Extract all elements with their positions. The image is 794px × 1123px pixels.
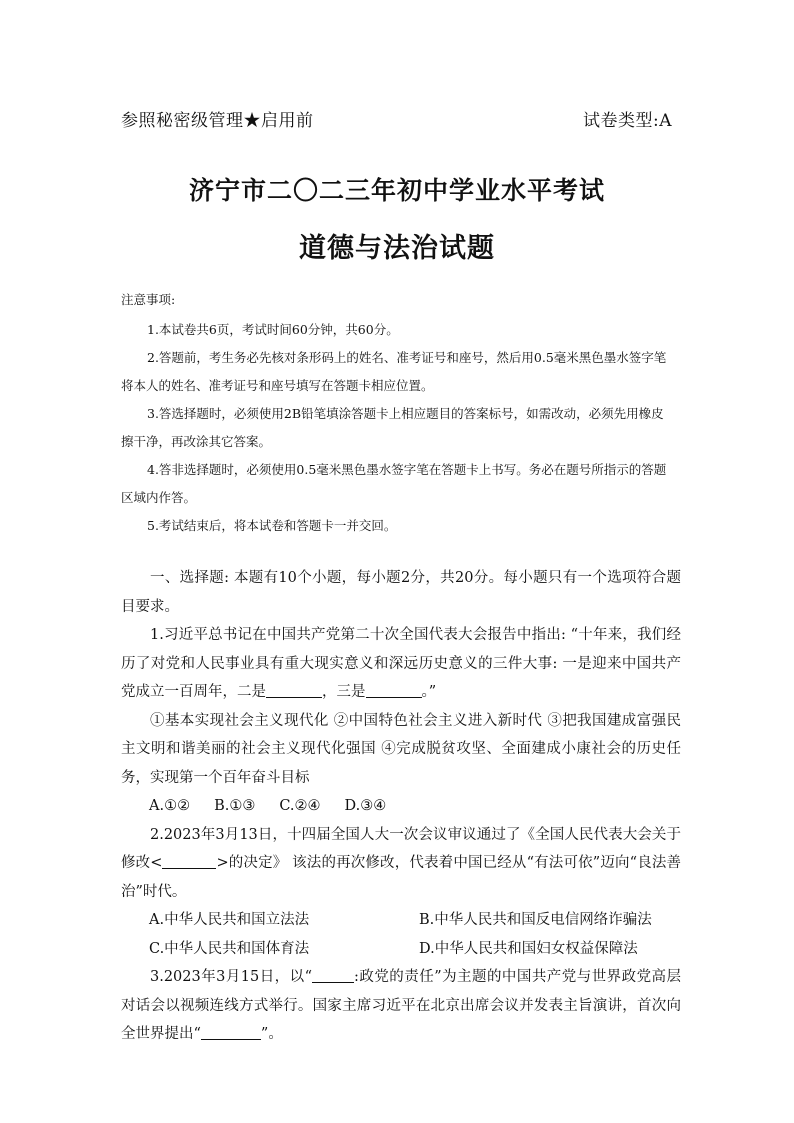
notice-heading: 注意事项: [121,292,176,307]
q2-stem-part: 2.2023年3月13日，十四届全国人大一次会议审议通过了《全国人民代表大会关于修改< [121,826,681,871]
q2-stem-part: >的决定》 该法的再次修改，代表着中国已经从“有法可依”迈向“良法善治”时代。 [121,855,682,900]
q1-stem-part: 。” [421,684,437,700]
notice-section [121,286,676,540]
q1-stem-part: ，三是 [322,684,366,700]
question-2-options [121,906,681,963]
option-a: A.①② [149,798,191,814]
question-1-options [121,792,681,821]
paper-type-label: 试卷类型:A [582,111,672,131]
notice-item: 3.答选择题时，必须使用2B铅笔填涂答题卡上相应题目的答案标号，如需改动，必须先用橡皮擦干净，再改涂其它答案。 [121,406,664,449]
option-c: C.②④ [279,798,321,814]
questions-section [121,564,681,1049]
q3-stem-part: 3.2023年3月15日，以“ [150,969,313,985]
notice-item: 5.考试结束后，将本试卷和答题卡一并交回。 [147,518,397,533]
q1-stem-part: 1.习近平总书记在中国共产党第二十次全国代表大会报告中指出: “十年来，我们经历了对党和人民事业具有重大现实意义和深远历史意义的三件大事: 一是迎来中国共产党成立一百周年，二是 [121,627,681,700]
notice-item: 1.本试卷共6页，考试时间60分钟，共60分。 [147,322,399,337]
answer-blank [366,682,422,698]
option-b: B.中华人民共和国反电信网络诈骗法 [419,912,652,928]
q3-stem-part: :政党的责任”为主题的中国共产党与世界政党高层对话会以视频连线方式举行。国家主席习近平在北京出席会议并发表主旨演讲，首次向全世界提出“ [121,969,682,1042]
question-1-stem [121,621,681,707]
option-d: D.中华人民共和国妇女权益保障法 [419,940,638,957]
question-1-statements: ①基本实现社会主义现代化 ②中国特色社会主义进入新时代 ③把我国建成富强民主文明和谐美丽的社会主义现代化强国 ④完成脱贫攻坚、全面建成小康社会的历史任务，实现第一个百年奋斗目标 [121,712,681,786]
section-intro: 一、选择题: 本题有10个小题，每小题2分，共20分。每小题只有一个选项符合题目要求。 [121,570,681,615]
confidentiality-label: 参照秘密级管理★启用前 [121,111,314,131]
exam-title: 济宁市二〇二三年初中学业水平考试 [188,176,605,205]
option-d: D.③④ [344,798,387,814]
answer-blank [162,853,216,869]
question-3-stem [121,963,681,1049]
notice-item: 4.答非选择题时，必须使用0.5毫米黑色墨水签字笔在答题卡上书写。务必在题号所指示的答题区域内作答。 [121,462,667,505]
answer-blank [266,682,322,698]
option-a: A.中华人民共和国立法法 [149,912,310,928]
notice-item: 2.答题前，考生务必先核对条形码上的姓名、准考证号和座号，然后用0.5毫米黑色墨水签字笔将本人的姓名、准考证号和座号填写在答题卡相应位置。 [121,350,667,393]
answer-blank [312,967,354,983]
question-2-stem [121,821,681,907]
q3-stem-part: ”。 [260,1026,283,1042]
option-b: B.①③ [214,798,256,814]
option-c: C.中华人民共和国体育法 [149,940,310,957]
answer-blank [201,1024,261,1040]
subject-title: 道德与法治试题 [299,233,495,264]
